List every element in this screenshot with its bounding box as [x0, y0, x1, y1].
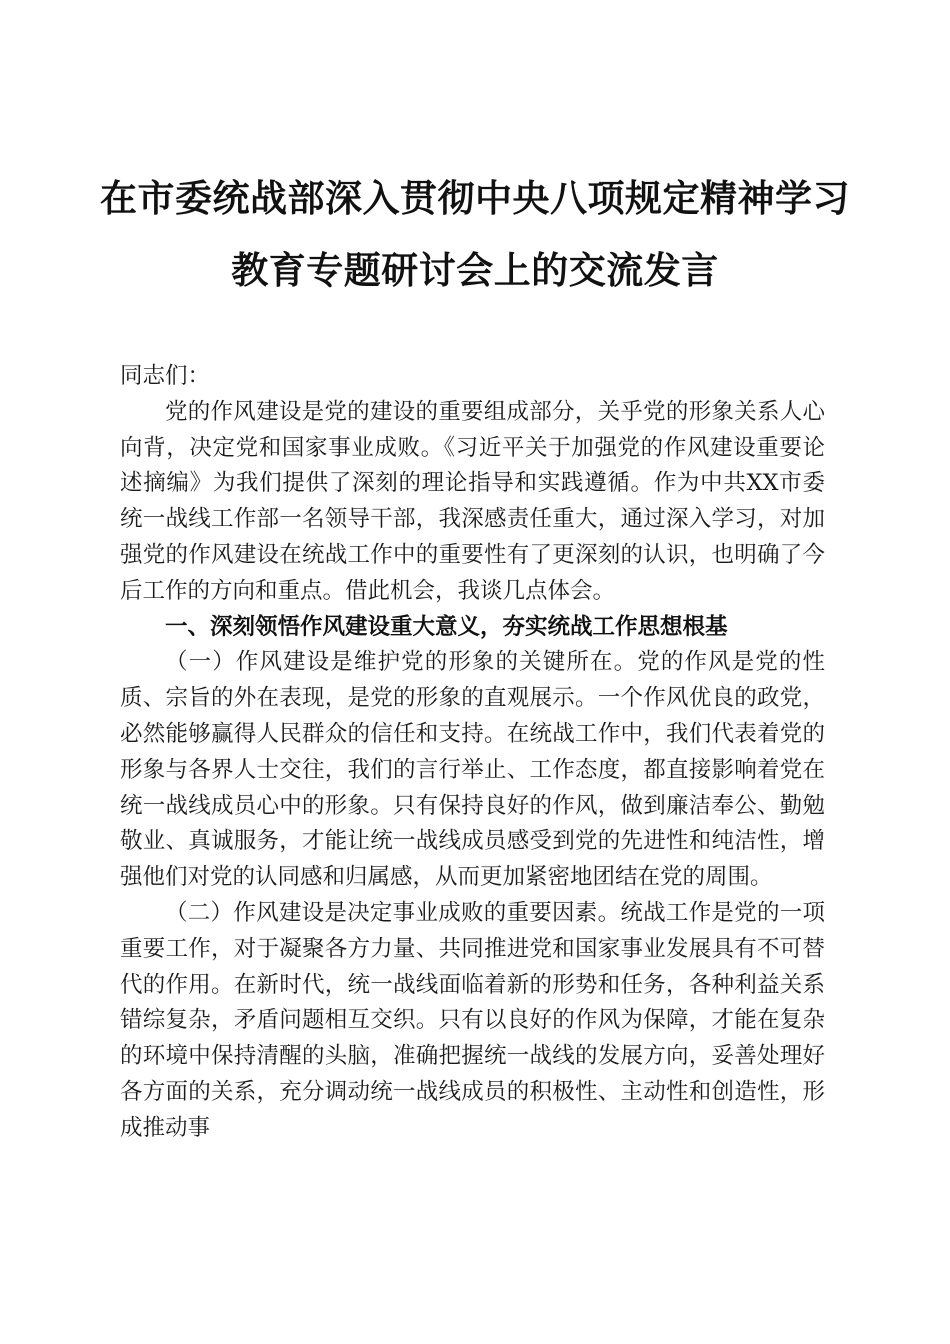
paragraph-2: （二）作风建设是决定事业成败的重要因素。统战工作是党的一项重要工作，对于凝聚各方力量、共同推进党和国家事业发展具有不可替代的作用。在新时代，统一战线面临着新的形势和任务，各种利益关系错综复杂，矛盾问题相互交织。只有以良好的作风为保障，才能在复杂的环境中保持清醒的头脑，准确把握统一战线的发展方向，妥善处理好各方面的关系，充分调动统一战线成员的积极性、主动性和创造性，形成推动事 [120, 899, 825, 1141]
salutation: 同志们： [120, 363, 211, 389]
document-body [120, 359, 825, 1147]
document-title-line-1: 在市委统战部深入贯彻中央八项规定精神学习 [100, 176, 850, 220]
paragraph-1: （一）作风建设是维护党的形象的关键所在。党的作风是党的性质、宗旨的外在表现，是党的形象的直观展示。一个作风优良的政党，必然能够赢得人民群众的信任和支持。在统战工作中，我们代表着党的形象与各界人士交往，我们的言行举止、工作态度，都直接影响着党在统一战线成员心中的形象。只有保持良好的作风，做到廉洁奉公、勤勉敬业、真诚服务，才能让统一战线成员感受到党的先进性和纯洁性，增强他们对党的认同感和归属感，从而更加紧密地团结在党的周围。 [120, 649, 825, 891]
document-title-line-2: 教育专题研讨会上的交流发言 [231, 248, 719, 292]
intro-paragraph: 党的作风建设是党的建设的重要组成部分，关乎党的形象关系人心向背，决定党和国家事业成败。《习近平关于加强党的作风建设重要论述摘编》为我们提供了深刻的理论指导和实践遵循。作为中共XX市委统一战线工作部一名领导干部，我深感责任重大，通过深入学习，对加强党的作风建设在统战工作中的重要性有了更深刻的认识，也明确了今后工作的方向和重点。借此机会，我谈几点体会。 [120, 398, 825, 604]
section-heading-1: 一、深刻领悟作风建设重大意义，夯实统战工作思想根基 [165, 613, 728, 640]
